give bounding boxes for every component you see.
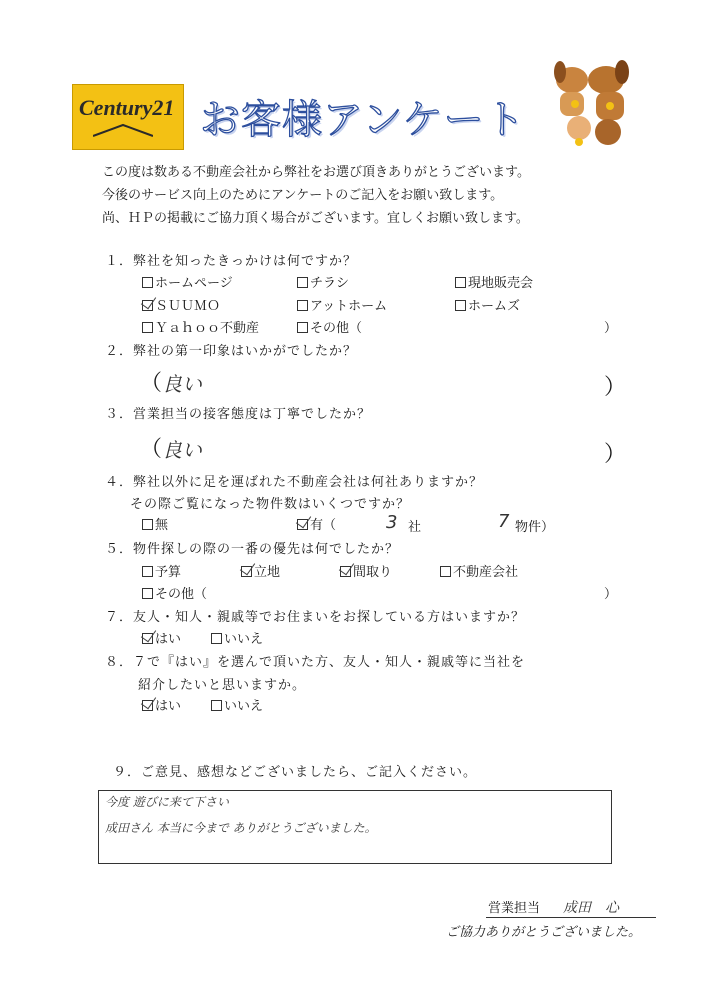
comment-line-1: 今度 遊びに来て下さい	[105, 795, 229, 809]
checkbox-no[interactable]	[211, 633, 222, 644]
staff-name: 成田 心	[563, 900, 619, 916]
checkbox-yes[interactable]	[297, 519, 308, 530]
q1-option[interactable]: ＳＵＵＭＯ	[142, 300, 220, 313]
companies-count[interactable]: 3	[386, 512, 398, 533]
checkbox-layout[interactable]	[340, 566, 351, 577]
intro-line-2: 今後のサービス向上のためにアンケートのご記入をお願い致します。	[102, 188, 504, 203]
close-paren: ）	[604, 375, 627, 400]
open-paren: （	[140, 371, 163, 396]
q4-option-yes[interactable]: 有（	[297, 519, 336, 532]
checkbox-other[interactable]	[297, 322, 308, 333]
checkbox-none[interactable]	[142, 519, 153, 530]
q2-answer[interactable]: 良い	[162, 372, 202, 396]
q1-option[interactable]: その他（	[297, 322, 362, 335]
roof-icon	[93, 123, 153, 137]
close-paren: ）	[604, 442, 627, 467]
checkbox-yes[interactable]	[142, 633, 153, 644]
thanks-message: ご協力ありがとうございました。	[446, 925, 642, 940]
q1-option[interactable]: 現地販売会	[455, 277, 533, 290]
checkbox-homepage[interactable]	[142, 277, 153, 288]
checkbox-no[interactable]	[211, 700, 222, 711]
q5-option[interactable]: 予算	[142, 566, 181, 579]
dog-mascots-icon	[546, 58, 636, 154]
question-8-sub: 紹介したいと思いますか。	[138, 678, 307, 693]
question-1: １．弊社を知ったきっかけは何ですか？	[105, 254, 358, 269]
properties-count[interactable]: 7	[498, 511, 510, 532]
intro-line-3: 尚、ＨＰの掲載にご協力頂く場合がございます。宜しくお願い致します。	[102, 211, 529, 226]
question-5: ５．物件探しの際の一番の優先は何でしたか？	[105, 542, 400, 557]
question-8: ８．７で『はい』を選んで頂いた方、友人・知人・親戚等に当社を	[105, 655, 526, 670]
checkbox-athome[interactable]	[297, 300, 308, 311]
q4-option-none[interactable]: 無	[142, 519, 168, 532]
q5-option[interactable]: その他（	[142, 588, 207, 601]
checkbox-yahoo[interactable]	[142, 322, 153, 333]
comment-box[interactable]	[98, 790, 612, 864]
q8-no[interactable]: いいえ	[211, 700, 263, 713]
open-paren: （	[140, 437, 163, 462]
q5-option[interactable]: 立地	[241, 566, 280, 579]
q1-option[interactable]: アットホーム	[297, 300, 387, 313]
question-4: ４．弊社以外に足を運ばれた不動産会社は何社ありますか？	[105, 475, 484, 490]
checkbox-other[interactable]	[142, 588, 153, 599]
page-title: お客様アンケート	[200, 97, 526, 143]
q1-option[interactable]: ホームズ	[455, 300, 520, 313]
q1-option[interactable]: Ｙａｈｏｏ不動産	[142, 322, 259, 335]
companies-unit: 社	[408, 520, 422, 535]
question-9: ９．ご意見、感想などございましたら、ご記入ください。	[113, 765, 478, 780]
checkbox-open-house[interactable]	[455, 277, 466, 288]
question-4-sub: その際ご覧になった物件数はいくつですか？	[130, 497, 411, 512]
century21-logo	[72, 84, 184, 150]
question-2: ２．弊社の第一印象はいかがでしたか？	[105, 344, 358, 359]
q3-answer[interactable]: 良い	[162, 438, 202, 462]
checkbox-location[interactable]	[241, 566, 252, 577]
comment-line-2: 成田さん 本当に今まで ありがとうございました。	[105, 821, 377, 835]
checkbox-agency[interactable]	[440, 566, 451, 577]
close-paren: ）	[604, 321, 618, 336]
question-3: ３．営業担当の接客態度は丁寧でしたか？	[105, 407, 372, 422]
q7-no[interactable]: いいえ	[211, 633, 263, 646]
staff-label: 営業担当	[488, 901, 541, 916]
q7-yes[interactable]: はい	[142, 633, 181, 646]
q8-yes[interactable]: はい	[142, 700, 181, 713]
q1-option[interactable]: ホームページ	[142, 277, 233, 290]
checkbox-budget[interactable]	[142, 566, 153, 577]
close-paren: ）	[604, 587, 618, 602]
signature-underline	[486, 917, 656, 918]
checkbox-homes[interactable]	[455, 300, 466, 311]
q5-option[interactable]: 間取り	[340, 566, 392, 579]
intro-line-1: この度は数ある不動産会社から弊社をお選び頂きありがとうございます。	[102, 165, 530, 180]
q1-option[interactable]: チラシ	[297, 277, 349, 290]
properties-unit: 物件）	[515, 520, 555, 535]
question-7: ７．友人・知人・親戚等でお住まいをお探している方はいますか？	[105, 610, 526, 625]
checkbox-flyer[interactable]	[297, 277, 308, 288]
logo-text: Century21	[79, 95, 175, 120]
checkbox-suumo[interactable]	[142, 300, 153, 311]
q5-option[interactable]: 不動産会社	[440, 566, 518, 579]
checkbox-yes[interactable]	[142, 700, 153, 711]
